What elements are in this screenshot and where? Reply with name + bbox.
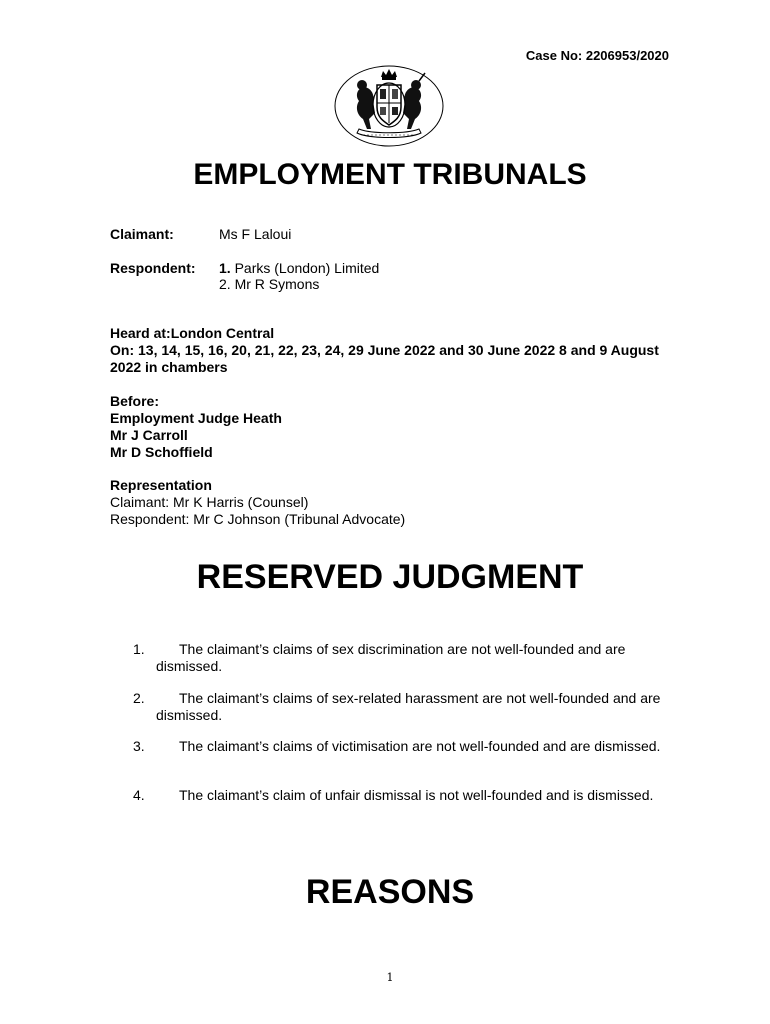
list-item <box>133 787 673 804</box>
hearing-block <box>110 325 685 376</box>
representation-block <box>110 477 685 528</box>
heard-at <box>110 325 685 342</box>
respondent-1 <box>219 260 379 277</box>
claimant-representation: Claimant: Mr K Harris (Counsel) <box>110 494 309 510</box>
list-item <box>133 690 673 724</box>
heard-at-label: Heard at: <box>110 325 171 341</box>
item-text: The claimant’s claims of sex discrimination are not well-founded and are dismissed. <box>156 641 626 674</box>
item-number: 1. <box>133 641 145 657</box>
item-text: The claimant’s claim of unfair dismissal is not well-founded and is dismissed. <box>179 787 654 803</box>
item-number: 4. <box>133 787 145 803</box>
respondent-1-number: 1. <box>219 260 231 276</box>
claimant-value: Ms F Laloui <box>219 226 292 242</box>
panel-member: Mr D Schoffield <box>110 444 213 460</box>
representation-label: Representation <box>110 477 212 493</box>
item-number: 3. <box>133 738 145 754</box>
page-title: EMPLOYMENT TRIBUNALS <box>193 158 587 191</box>
page-number: 1 <box>386 971 394 984</box>
item-text: The claimant’s claims of sex-related harassment are not well-founded and are dismissed. <box>156 690 661 723</box>
item-number: 2. <box>133 690 145 706</box>
panel-member: Employment Judge Heath <box>110 410 282 426</box>
respondent-representation: Respondent: Mr C Johnson (Tribunal Advocate) <box>110 511 406 527</box>
heard-at-value: London Central <box>170 325 275 341</box>
case-number: Case No: 2206953/2020 <box>525 48 669 63</box>
before-label: Before: <box>110 393 160 409</box>
panel-member: Mr J Carroll <box>110 427 188 443</box>
list-item <box>133 641 673 675</box>
item-text: The claimant’s claims of victimisation are not well-founded and are dismissed. <box>179 738 661 754</box>
respondent-1-name: Parks (London) Limited <box>230 260 380 276</box>
judgment-heading: RESERVED JUDGMENT <box>196 558 584 596</box>
respondent-2: 2. Mr R Symons <box>219 276 320 292</box>
claimant-label: Claimant: <box>110 226 174 242</box>
respondent-label: Respondent: <box>110 260 196 276</box>
list-item <box>133 738 673 755</box>
royal-coat-of-arms-icon <box>333 63 445 147</box>
hearing-dates: On: 13, 14, 15, 16, 20, 21, 22, 23, 24, 29 June 2022 and 30 June 2022 8 and 9 August 2022 in chambers <box>110 342 659 375</box>
reasons-heading: REASONS <box>305 873 475 911</box>
before-block <box>110 393 685 461</box>
